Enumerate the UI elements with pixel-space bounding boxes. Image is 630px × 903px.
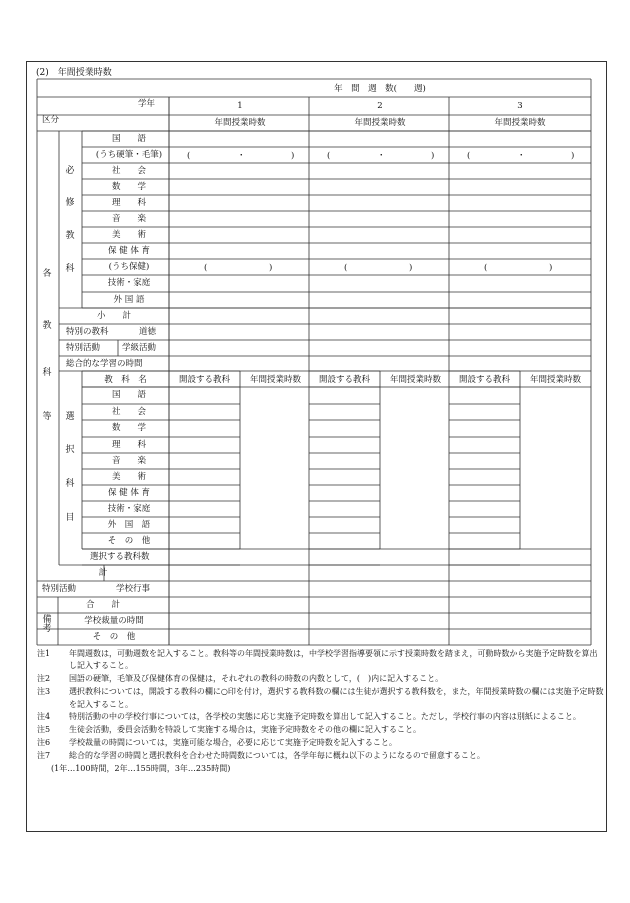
required-subject: 国 語: [111, 134, 146, 144]
tokubetsu-kyoka-label: 特別の教科: [66, 327, 109, 337]
note-item: [37, 737, 605, 749]
required-subject: 数 学: [111, 182, 146, 192]
note-text: 学校裁量の時間については，実施可能な場合，必要に応じて実施予定時数を記入すること。: [69, 738, 397, 748]
elective-hours-header-1: 年間授業時数: [249, 375, 301, 385]
hours-header-3: 年間授業時数: [494, 118, 546, 128]
note-item: [37, 750, 605, 762]
hisshu-char: 修: [65, 198, 75, 208]
required-subject: (うち硬筆・毛筆): [95, 150, 163, 160]
tokkatsu-bottom-label: 特別活動: [42, 584, 77, 594]
paren-close: ): [269, 263, 273, 273]
gakunen-label: 学年: [138, 99, 156, 109]
paren-open: (: [187, 151, 191, 161]
sogo-label: 総合的な学習の時間: [66, 359, 143, 369]
note-text: 総合的な学習の時間と選択教科を合わせた時間数については，各学年毎に概ね以下のようになるので留意すること。: [69, 751, 485, 761]
notes-section: [37, 648, 605, 776]
kubun-label: 区分: [42, 115, 60, 125]
kakukyoka-char: 等: [42, 412, 52, 422]
hisshu-char: 科: [65, 264, 75, 274]
grade-2: 2: [377, 101, 383, 111]
kaisetsu-header-2: 開設する教科: [318, 375, 370, 385]
paren-close: ): [409, 263, 413, 273]
elective-subject: そ の 他: [107, 536, 151, 546]
note-item: [37, 648, 605, 673]
required-subject: 技術・家庭: [107, 278, 151, 288]
paren-close: ): [549, 263, 553, 273]
note-label: 注2: [37, 674, 51, 684]
paren-dot: ・: [237, 151, 246, 161]
dotoku-label: 道徳: [139, 327, 157, 337]
note-text: 生徒会活動，委員会活動を特設して実施する場合は，実施予定時数をその他の欄に記入すること。: [69, 725, 421, 735]
note-text: 選択教科については，開設する教科の欄に○印を付け，選択する教科数の欄には生徒が選択する教科数を，また，年間授業時数の欄には実施予定時数を記入すること。: [69, 687, 604, 709]
total-label: 計: [98, 568, 108, 578]
required-subject: 外 国 語: [113, 295, 145, 305]
note-label: 注3: [37, 687, 51, 697]
elective-subject: 国 語: [111, 390, 146, 400]
hours-header-2: 年間授業時数: [354, 118, 406, 128]
note-tail: (1年…100時間，2年…155時間，3年…235時間): [51, 764, 231, 774]
sentaku-char: 選: [65, 412, 75, 422]
required-subject: 音 楽: [111, 214, 146, 224]
kakukyoka-char: 科: [42, 368, 52, 378]
paren-dot: ・: [517, 151, 526, 161]
paren-dot: ・: [377, 151, 386, 161]
grade-1: 1: [237, 101, 243, 111]
required-subject: 保 健 体 育: [107, 246, 151, 256]
kaisetsu-header-1: 開設する教科: [178, 375, 230, 385]
tokkatsu-label: 特別活動: [66, 343, 101, 353]
note-text: 国語の硬筆，毛筆及び保健体育の保健は，それぞれの教科の時数の内数として，( )内に記入すること。: [69, 674, 444, 684]
paren-open: (: [467, 151, 471, 161]
required-subject: 理 科: [111, 198, 146, 208]
kyoka-mei-label: 教 科 名: [104, 375, 147, 385]
note-text: 年間週数は，可動週数を記入すること。教科等の年間授業時数は，中学校学習指導要領に示す授業時数を踏まえ，可動時数から実施予定時数を算出し記入すること。: [69, 649, 598, 671]
elective-subject: 数 学: [111, 423, 146, 433]
elective-subject: 保 健 体 育: [107, 488, 151, 498]
elective-subject: 技術・家庭: [107, 504, 151, 514]
kaisetsu-header-3: 開設する教科: [458, 375, 510, 385]
note-label: 注5: [37, 725, 51, 735]
selected-count-label: 選択する教科数: [90, 552, 150, 562]
note-label: 注4: [37, 712, 51, 722]
elective-hours-header-2: 年間授業時数: [389, 375, 441, 385]
paren-open: (: [204, 263, 208, 273]
paren-close: ): [571, 151, 575, 161]
hisshu-char: 必: [65, 166, 75, 176]
grade-3: 3: [517, 101, 523, 111]
sairyo-label: 学校裁量の時間: [84, 616, 144, 626]
weeks-label: 年 間 週 数( 週): [334, 84, 426, 94]
subtotal-label: 小 計: [96, 311, 131, 321]
elective-subject: 理 科: [111, 440, 146, 450]
note-item: [37, 673, 605, 685]
gakko-gyoji-label: 学校行事: [116, 584, 151, 594]
section-title: (2) 年間授業時数: [36, 68, 112, 78]
paren-open: (: [344, 263, 348, 273]
gakkyu-label: 学級活動: [122, 343, 157, 353]
note-text: 特別活動の中の学校行事については，各学校の実態に応じ実施予定時数を算出して記入すること。ただし，学校行事の内容は別紙によること。: [69, 712, 581, 722]
required-subject: 社 会: [111, 166, 146, 176]
note-item: [37, 724, 605, 736]
kakukyoka-char: 教: [42, 321, 52, 331]
sonota-label: そ の 他: [92, 632, 136, 642]
note-item: [37, 711, 605, 723]
note-label: 注6: [37, 738, 51, 748]
elective-subject: 音 楽: [111, 456, 146, 466]
biko-char: 備: [42, 615, 52, 625]
elective-hours-header-3: 年間授業時数: [529, 375, 581, 385]
note-label: 注7: [37, 751, 51, 761]
paren-open: (: [484, 263, 488, 273]
sentaku-char: 科: [65, 479, 75, 489]
kakukyoka-char: 各: [42, 269, 52, 279]
sentaku-char: 目: [65, 513, 75, 523]
hisshu-char: 教: [65, 231, 75, 241]
elective-subject: 社 会: [111, 407, 146, 417]
paren-open: (: [327, 151, 331, 161]
elective-subject: 美 術: [111, 472, 146, 482]
required-subject: (うち保健): [108, 262, 150, 272]
sentaku-char: 択: [65, 445, 75, 455]
elective-subject: 外 国 語: [107, 520, 151, 530]
paren-close: ): [291, 151, 295, 161]
biko-char: 考: [42, 624, 52, 634]
note-item: [37, 686, 605, 711]
grand-total-label: 合 計: [85, 600, 120, 610]
required-subject: 美 術: [111, 230, 146, 240]
paren-close: ): [431, 151, 435, 161]
hours-header-1: 年間授業時数: [214, 118, 266, 128]
note-label: 注1: [37, 649, 51, 658]
